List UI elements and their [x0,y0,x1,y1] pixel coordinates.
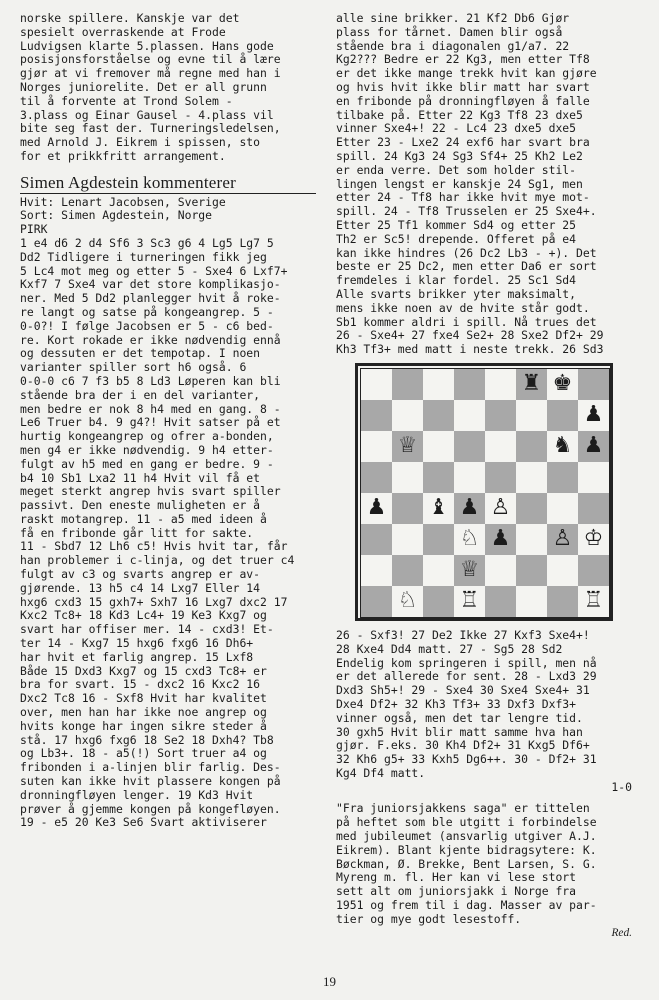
board-square [516,369,547,400]
board-square [578,493,609,524]
board-square [485,524,516,555]
board-square [547,431,578,462]
board-square [392,400,423,431]
chess-piece: ♟ [583,402,604,428]
chess-piece: ♙ [490,495,511,521]
chess-piece: ♖ [583,588,604,614]
board-square [361,555,392,586]
game-annotation-left: 1 e4 d6 2 d4 Sf6 3 Sc3 g6 4 Lg5 Lg7 5 Dd2 Tidligere i turneringen fikk jeg 5 Lc4 mot meg og etter 5 - Sxe4 6 Lxf7+ Kxf7 7 Sxe4 var det store komplikasjo- ner. Med 5 Dd2 planlegger hvit å roke- re langt og satse på kongeangrep. 5 - 0-0?! I følge Jacobsen er 5 - c6 bed- re. Kort rokade er ikke nødvendig ennå og dessuten er det tempotap. I noen varianter spiller sort h6 også. 6 0-0-0 c6 7 f3 b5 8 Ld3 Løperen kan bli stående bra der i en del varianter, men bedre er nok 8 h4 med en gang. 8 - Le6 Truer b4. 9 g4?! Hvit satser på et hurtig kongeangrep og ofrer a-bonden, men g4 er ikke nødvendig. 9 h4 etter- fulgt av h5 med en gang er bedre. 9 - b4 10 Sb1 Lxa2 11 h4 Hvit vil få et meget sterkt angrep hvis svart spiller passivt. Den eneste muligheten er å raskt motangrep. 11 - a5 med ideen å få en fribonde går litt for sakte. 11 - Sbd7 12 Lh6 c5! Hvis hvit tar, får han problemer i c-linja, og det truer c4 fulgt av c3 og svarts angrep er av- gjørende. 13 h5 c4 14 Lxg7 Eller 14 hxg6 cxd3 15 gxh7+ Sxh7 16 Lxg7 dxc2 17 Kxc2 Tc8+ 18 Kd3 Lc4+ 19 Ke3 Kxg7 og svart har offiser mer. 14 - cxd3! Et- ter 14 - Kxg7 15 hxg6 fxg6 16 Dh6+ har hvit et farlig angrep. 15 Lxf8 Både 15 Dxd3 Kxg7 og 15 cxd3 Tc8+ er bra for svart. 15 - dxc2 16 Kxc2 16 Dxc2 Tc8 16 - Sxf8 Hvit har kvalitet over, men han har ikke noe angrep og hvits konge har ingen sikre steder å stå. 17 hxg6 fxg6 18 Se2 18 Dxh4? Tb8 og Lb3+. 18 - a5(!) Sort truer a4 og fribonden i a-linjen blir farlig. Des- suten kan ikke hvit plassere kongen på dronningfløyen lenger. 19 Kd3 Hvit prøver å gjemme kongen på kongefløyen. 19 - e5 20 Ke3 Se6 Svart aktiviserer [20,235,295,830]
board-square [485,493,516,524]
board-square [454,524,485,555]
board-square [423,524,454,555]
board-square [547,369,578,400]
board-square [516,555,547,586]
chess-piece: ♔ [583,526,604,552]
board-square [516,400,547,431]
game-black-player: Sort: Simen Agdestein, Norge [20,208,213,223]
game-annotation-right-bottom: 26 - Sxf3! 27 De2 Ikke 27 Kxf3 Sxe4+! 28 Kxe4 Dd4 matt. 27 - Sg5 28 Sd2 Endelig kom springeren i spill, men nå er det allerede for sent. 28 - Lxd3 29 Dxd3 Sh5+! 29 - Sxe4 30 Sxe4 Sxe4+ 31 Dxe4 Df2+ 32 Kh3 Tf3+ 33 Dxf3 Dxf3+ vinner også, men det tar lengre tid. 30 gxh5 Hvit blir matt samme hva han gjør. F.eks. 30 Kh4 Df2+ 31 Kxg5 Df6+ 32 Kh6 g5+ 33 Kxh5 Dg6++. 30 - Df2+ 31 Kg4 Df4 matt. [336,627,597,780]
board-square [423,493,454,524]
board-square [516,524,547,555]
board-square [423,462,454,493]
board-square [423,586,454,617]
chess-piece: ♕ [397,433,418,459]
board-square [361,431,392,462]
board-square [423,431,454,462]
chess-piece: ♞ [552,433,573,459]
chess-piece: ♟ [583,433,604,459]
intro-paragraph: norske spillere. Kanskje var det spesielt overraskende at Frode Ludvigsen klarte 5.plassen. Hans gode posisjonsforståelse og evne til å lære gjør at vi fremover må regne med han i Norges juniorelite. Det er all grunn til å forvente at Trond Solem - 3.plass og Einar Gausel - 4.plass vil bite seg fast der. Turneringsledelsen, med Arnold J. Eikrem i spissen, sto for et prikkfritt arrangement. [20,11,281,163]
game-result: 1-0 [611,779,632,794]
board-square [392,369,423,400]
board-square [485,369,516,400]
chess-piece: ♜ [521,371,542,397]
board-square [485,555,516,586]
chess-piece: ♖ [459,588,480,614]
game-annotation-right-top: alle sine brikker. 21 Kf2 Db6 Gjør plass for tårnet. Damen blir også stående bra i diagonalen g1/a7. 22 Kg2??? Bedre er 22 Kg3, men etter Tf8 er det ikke mange trekk hvit kan gjøre og hvis hvit ikke blir matt har svart en fribonde på dronningfløyen å falle tilbake på. Etter 22 Kg3 Tf8 23 dxe5 vinner Sxe4+! 22 - Lc4 23 dxe5 dxe5 Etter 23 - Lxe2 24 exf6 har svart bra spill. 24 Kg3 24 Sg3 Sf4+ 25 Kh2 Le2 er enda verre. Det som holder stil- lingen lengst er kanskje 24 Sg1, men etter 24 - Tf8 har ikke hvit mye mot- spill. 24 - Tf8 Trusselen er 25 Sxe4+. Etter 25 Tf1 kommer Sd4 og etter 25 Th2 er Sc5! drepende. Offeret på e4 kan ikke hindres (26 Dc2 Lb3 - +). Det beste er 25 Dc2, men etter Da6 er sort fremdeles i klar fordel. 25 Sc1 Sd4 Alle svarts brikker yter maksimalt, mens ikke noen av de hvite står godt. Sb1 kommer aldri i spill. Nå trues det 26 - Sxe4+ 27 fxe4 Se2+ 28 Sxe2 Df2+ 29 Kh3 Tf3+ med matt i neste trekk. 26 Sd3 [336,11,604,357]
board-square [485,431,516,462]
board-square [547,586,578,617]
article-heading: Simen Agdestein kommenterer [20,176,316,194]
board-square [485,400,516,431]
board-square [578,369,609,400]
board-square [454,369,485,400]
board-square [516,431,547,462]
signature: Red. [611,926,632,939]
board-square [547,555,578,586]
board-square [516,586,547,617]
chess-piece: ♘ [459,526,480,552]
board-square [454,400,485,431]
board-square [392,524,423,555]
board-square [578,555,609,586]
board-square [392,431,423,462]
board-square [454,462,485,493]
board-square [547,524,578,555]
board-square [361,493,392,524]
board-square [361,462,392,493]
game-opening: PIRK [20,222,48,237]
board-square [578,462,609,493]
chess-piece: ♝ [428,495,449,521]
chess-board [360,368,610,618]
board-square [392,462,423,493]
chess-piece: ♟ [459,495,480,521]
board-square [454,431,485,462]
chess-piece: ♘ [397,588,418,614]
board-square [454,555,485,586]
board-square [392,586,423,617]
board-square [454,493,485,524]
board-square [454,586,485,617]
board-square [516,493,547,524]
board-square [578,400,609,431]
board-square [361,400,392,431]
chess-piece: ♚ [552,371,573,397]
chess-piece: ♟ [366,495,387,521]
board-square [578,586,609,617]
board-square [361,586,392,617]
chess-piece: ♕ [459,557,480,583]
left-column [20,12,316,830]
right-column [336,12,632,940]
board-square [361,524,392,555]
page-number: 19 [323,974,336,989]
saga-paragraph: "Fra juniorsjakkens saga" er tittelen på heftet som ble utgitt i forbindelse med jubileumet (ansvarlig utgiver A.J. Eikrem). Blant kjente bidragsytere: K. Bøckman, Ø. Brekke, Bent Larsen, S. G. Myreng m. fl. Her kan vi lese stort sett alt om juniorsjakk i Norge fra 1951 og frem til i dag. Masser av par- tier og mye godt lesestoff. [336,801,597,926]
board-square [547,462,578,493]
board-square [392,555,423,586]
board-square [485,586,516,617]
board-square [361,369,392,400]
board-square [578,524,609,555]
board-square [423,400,454,431]
board-square [547,493,578,524]
board-square [392,493,423,524]
board-square [485,462,516,493]
chess-piece: ♟ [490,526,511,552]
game-white-player: Hvit: Lenart Jacobsen, Sverige [20,194,226,209]
board-square [547,400,578,431]
chess-diagram [355,363,613,621]
board-square [516,462,547,493]
board-square [578,431,609,462]
board-square [423,369,454,400]
board-square [423,555,454,586]
chess-piece: ♙ [552,526,573,552]
